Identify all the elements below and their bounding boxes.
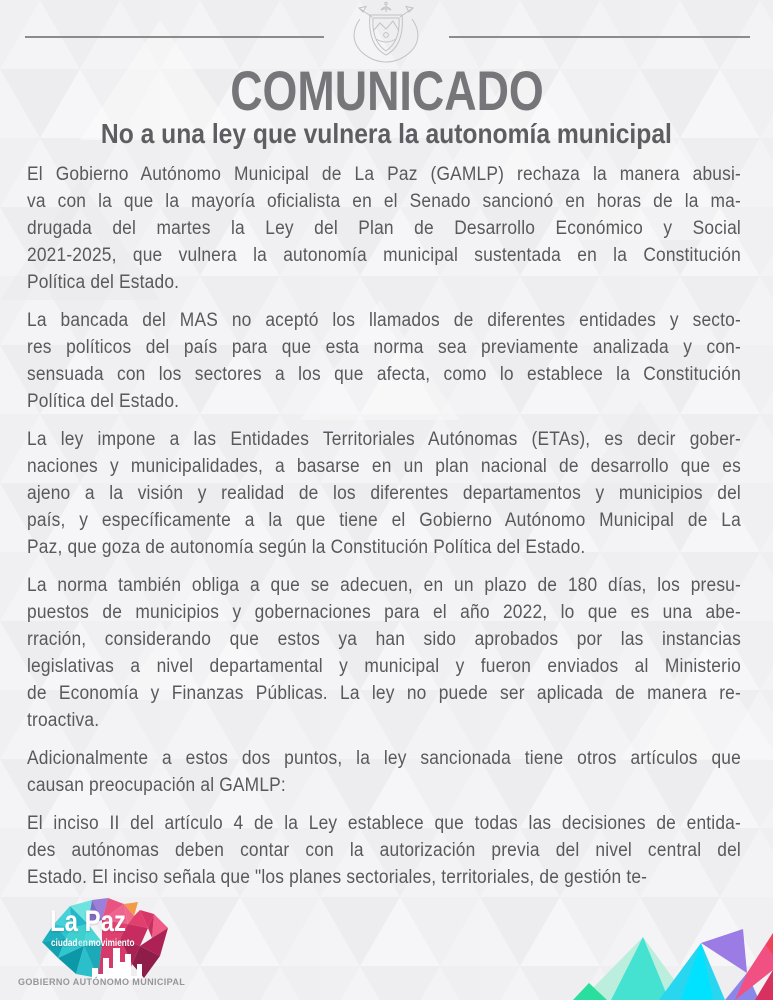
subtitle-text: No a una ley que vulnera la autonomía municipal	[101, 118, 672, 149]
la-paz-coat-of-arms-icon	[346, 1, 426, 63]
text-line: causan preocupación al GAMLP:	[27, 775, 286, 796]
paragraph	[27, 745, 741, 799]
text-line: El inciso II del artículo 4 de la Ley establece que todas las decisiones de entida-	[27, 813, 741, 834]
title-text: COMUNICADO	[229, 59, 544, 122]
tagline-word-ciudad: ciudad	[51, 937, 78, 949]
text-line: res políticos del país para que esta norma sea previamente analizada y con-	[27, 337, 741, 358]
text-line: va con la que la mayoría oficialista en el Senado sancionó en horas de la ma-	[27, 191, 741, 212]
paragraph	[27, 426, 741, 561]
text-line: Política del Estado.	[27, 272, 180, 293]
paragraph	[27, 810, 741, 891]
logo-wordmark: La Paz	[50, 905, 127, 938]
tagline-word-movimiento: movimiento	[88, 937, 135, 949]
header-rule-right	[449, 36, 750, 38]
paragraph	[27, 161, 741, 296]
paragraph	[27, 307, 741, 415]
corner-polygon-decoration	[573, 925, 773, 1000]
text-line: ajeno a la visión y realidad de los diferentes departamentos y municipios del	[27, 483, 741, 504]
text-line: Política del Estado.	[27, 391, 180, 412]
text-line: de Economía y Finanzas Públicas. La ley no puede ser aplicada de manera re-	[27, 683, 741, 704]
logo-tagline	[51, 938, 134, 949]
text-line: sensuada con los sectores a los que afecta, como lo establece la Constitución	[27, 364, 741, 385]
text-line: rración, considerando que estos ya han sido aprobados por las instancias	[27, 629, 741, 650]
tagline-word-en: en	[78, 937, 88, 949]
text-line: 2021-2025, que vulnera la autonomía municipal sustentada en la Constitución	[27, 245, 741, 266]
text-line: des autónomas deben contar con la autorización previa del nivel central del	[27, 840, 741, 861]
text-line: Adicionalmente a estos dos puntos, la ley sancionada tiene otros artículos que	[27, 748, 741, 769]
body-text	[27, 161, 741, 902]
page-title	[0, 59, 773, 122]
text-line: puestos de municipios y gobernaciones para el año 2022, lo que es una abe-	[27, 602, 741, 623]
government-label: GOBIERNO AUTÓNOMO MUNICIPAL	[18, 977, 186, 988]
text-line: La norma también obliga a que se adecuen, en un plazo de 180 días, los presu-	[27, 575, 741, 596]
text-line: legislativas a nivel departamental y municipal y fueron enviados al Ministerio	[27, 656, 741, 677]
page-subtitle	[0, 119, 773, 150]
text-line: El Gobierno Autónomo Municipal de La Paz (GAMLP) rechaza la manera abusi-	[27, 164, 741, 185]
text-line: país, y específicamente a la que tiene el Gobierno Autónomo Municipal de La	[27, 510, 741, 531]
text-line: Paz, que goza de autonomía según la Constitución Política del Estado.	[27, 537, 586, 558]
text-line: troactiva.	[27, 710, 100, 731]
text-line: La ley impone a las Entidades Territoriales Autónomas (ETAs), es decir gober-	[27, 429, 741, 450]
text-line: naciones y municipalidades, a basarse en un plan nacional de desarrollo que es	[27, 456, 741, 477]
text-line: La bancada del MAS no aceptó los llamados de diferentes entidades y secto-	[27, 310, 741, 331]
text-line: Estado. El inciso señala que "los planes sectoriales, territoriales, de gestión te-	[27, 867, 648, 888]
paragraph	[27, 572, 741, 734]
header-rule-left	[25, 36, 324, 38]
text-line: drugada del martes la Ley del Plan de Desarrollo Económico y Social	[27, 218, 741, 239]
